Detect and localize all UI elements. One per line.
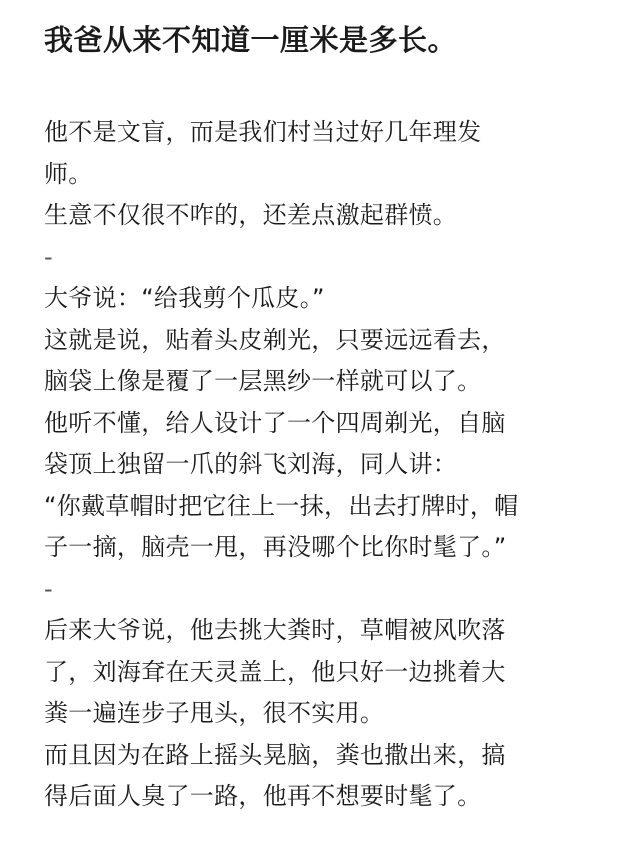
- body-line: 而且因为在路上摇头晃脑，粪也撒出来，搞: [44, 740, 506, 769]
- post-title: 我爸从来不知道一厘米是多长。: [44, 23, 458, 57]
- body-line: 后来大爷说，他去挑大粪时，草帽被风吹落: [44, 616, 506, 644]
- body-line: “你戴草帽时把它往上一抹，出去打牌时，帽: [44, 491, 519, 520]
- body-line: 得后面人臭了一路，他再不想要时髦了。: [44, 782, 482, 810]
- section-separator: -: [44, 574, 53, 603]
- body-line: 师。: [44, 159, 93, 188]
- post-body: [44, 112, 624, 818]
- body-line: 子一摘，脑壳一甩，再没哪个比你时髦了。”: [44, 533, 507, 561]
- section-separator: -: [44, 242, 53, 271]
- body-line: 脑袋上像是覆了一层黑纱一样就可以了。: [44, 367, 482, 395]
- body-line: 粪一遍连步子甩头，很不实用。: [44, 699, 385, 727]
- body-line: 大爷说：“给我剪个瓜皮。”: [44, 284, 325, 312]
- body-line: 这就是说，贴着头皮剃光，只要远远看去，: [44, 325, 506, 354]
- body-line: 他听不懂，给人设计了一个四周剃光，自脑: [44, 408, 506, 437]
- body-line: 袋顶上独留一爪的斜飞刘海，同人讲：: [44, 450, 458, 478]
- body-line: 生意不仅很不咋的，还差点激起群愤。: [44, 201, 458, 229]
- body-line: 他不是文盲，而是我们村当过好几年理发: [44, 118, 482, 146]
- body-line: 了，刘海耷在天灵盖上，他只好一边挑着大: [44, 657, 506, 686]
